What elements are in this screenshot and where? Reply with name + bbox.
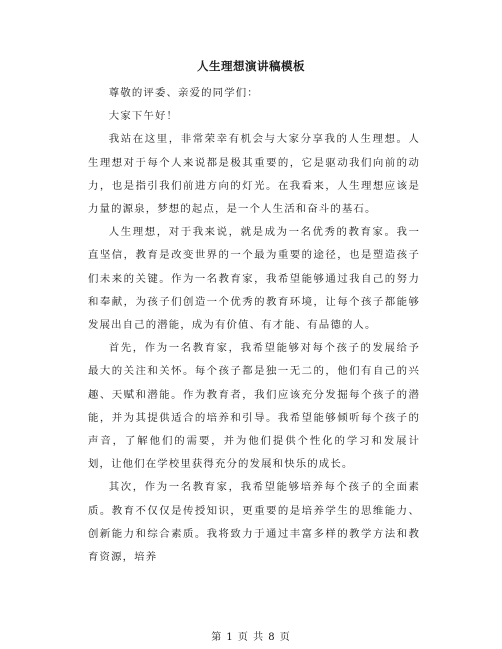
greeting: 大家下午好！: [108, 110, 179, 123]
paragraph-ideal: 人生理想，对于我来说，就是成为一名优秀的教育家。我一直坚信，教育是改变世界的一个最为重要的途径，也是塑造孩子们未来的关键。作为一名教育家，我希望能够通过我自己的努力和奉献，为孩子们创造一个优秀的教育环境，让每个孩子都能够发展出自己的潜能，成为有价值、有才能、有品德的人。: [88, 226, 420, 332]
page-number-footer: 第 1 页 共 8 页: [211, 632, 291, 643]
document-body: [88, 82, 420, 569]
salutation: 尊敬的评委、亲爱的同学们：: [108, 87, 259, 99]
paragraph-first: 首先，作为一名教育家，我希望能够对每个孩子的发展给予最大的关注和关怀。每个孩子都是独一无二的，他们有自己的兴趣、天赋和潜能。作为教育者，我们应该充分发掘每个孩子的潜能，并为其提供适合的培养和引导。我希望能够倾听每个孩子的声音，了解他们的需要，并为他们提供个性化的学习和发展计划，让他们在学校里获得充分的发展和快乐的成长。: [88, 342, 420, 471]
document-title: 人生理想演讲稿模板: [197, 59, 305, 73]
paragraph-second: 其次，作为一名教育家，我希望能够培养每个孩子的全面素质。教育不仅仅是传授知识，更重要的是培养学生的思维能力、创新能力和综合素质。我将致力于通过丰富多样的教学方法和教育资源，培养: [88, 481, 420, 564]
paragraph-intro: 我站在这里，非常荣幸有机会与大家分享我的人生理想。人生理想对于每个人来说都是极其重要的，它是驱动我们向前的动力，也是指引我们前进方向的灯光。在我看来，人生理想应该是力量的源泉，梦想的起点，是一个人生活和奋斗的基石。: [88, 133, 420, 216]
